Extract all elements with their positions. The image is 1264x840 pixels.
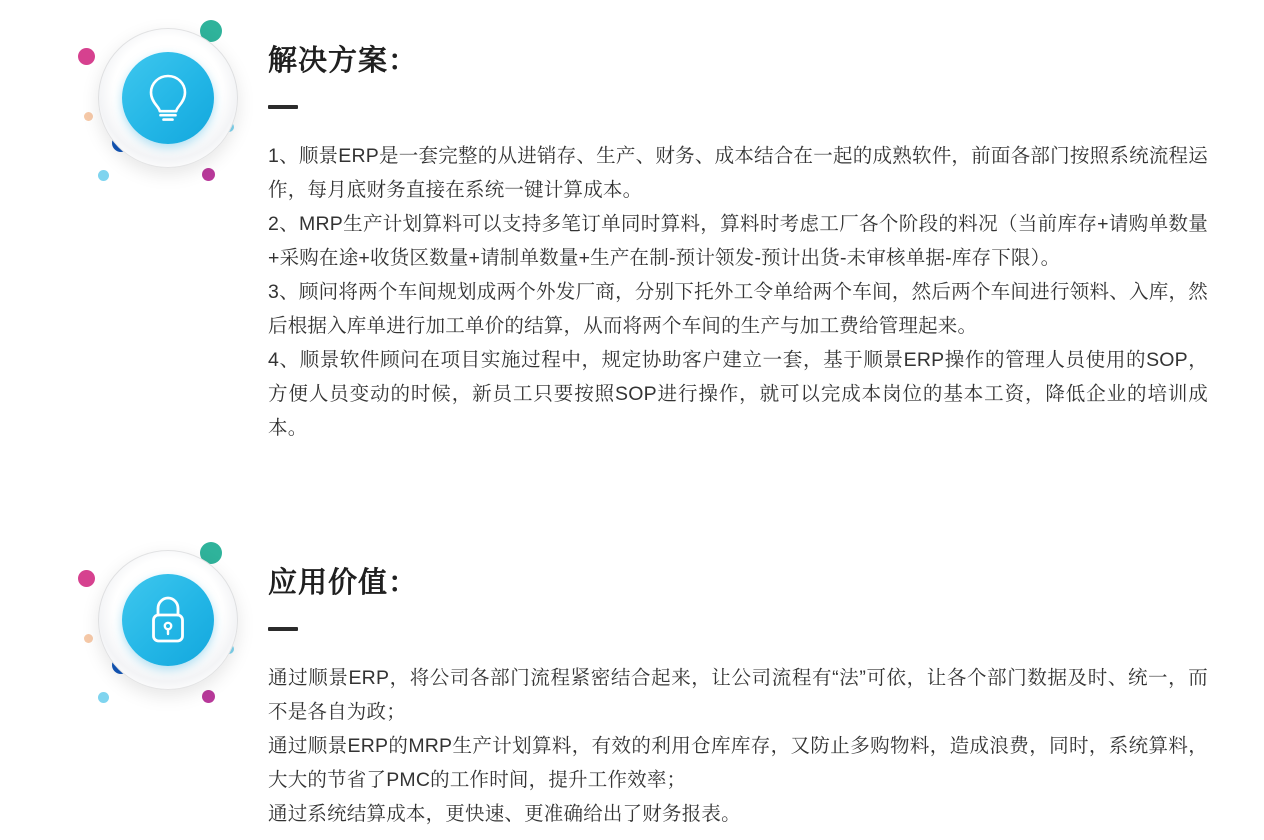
heading-rule (268, 627, 298, 631)
lock-badge (72, 540, 252, 720)
paragraph: 1、顺景ERP是一套完整的从进销存、生产、财务、成本结合在一起的成熟软件，前面各部门按照系统流程运作，每月底财务直接在系统一键计算成本。 (268, 144, 1208, 201)
solution-content (268, 44, 1208, 445)
paragraph: 通过顺景ERP的MRP生产计划算料，有效的利用仓库库存，又防止多购物料，造成浪费，同时，系统算料，大大的节省了PMC的工作时间，提升工作效率； (268, 734, 1208, 791)
paragraph: 2、MRP生产计划算料可以支持多笔订单同时算料，算料时考虑工厂各个阶段的料况（当前库存+请购单数量+采购在途+收货区数量+请制单数量+生产在制-预计领发-预计出货-未审核单据-库存下限）。 (268, 212, 1208, 269)
decorative-dot-violet (202, 690, 215, 703)
decorative-dot-pink (78, 570, 95, 587)
lightbulb-badge (72, 18, 252, 198)
paragraph: 3、顾问将两个车间规划成两个外发厂商，分别下托外工令单给两个车间，然后两个车间进行领料、入库，然后根据入库单进行加工单价的结算，从而将两个车间的生产与加工费给管理起来。 (268, 280, 1208, 337)
solution-body (268, 139, 1208, 445)
decorative-dot-pink (78, 48, 95, 65)
decorative-dot-lightblue (98, 170, 109, 181)
decorative-dot-peach (84, 634, 93, 643)
lightbulb-icon (122, 52, 214, 144)
page-title-solution: 解决方案： (268, 45, 419, 77)
paragraph: 通过顺景ERP，将公司各部门流程紧密结合起来，让公司流程有“法”可依，让各个部门数据及时、统一，而不是各自为政； (268, 666, 1208, 723)
paragraph: 通过系统结算成本，更快速、更准确给出了财务报表。 (268, 802, 741, 825)
decorative-dot-violet (202, 168, 215, 181)
decorative-dot-peach (84, 112, 93, 121)
decorative-dot-lightblue (98, 692, 109, 703)
page-title-value: 应用价值： (268, 567, 419, 599)
value-content (268, 566, 1208, 831)
lock-icon (122, 574, 214, 666)
value-body (268, 661, 1208, 831)
heading-rule (268, 105, 298, 109)
paragraph: 4、顺景软件顾问在项目实施过程中，规定协助客户建立一套，基于顺景ERP操作的管理人员使用的SOP，方便人员变动的时候，新员工只要按照SOP进行操作，就可以完成本岗位的基本工资，降低企业的培训成本。 (268, 348, 1208, 439)
